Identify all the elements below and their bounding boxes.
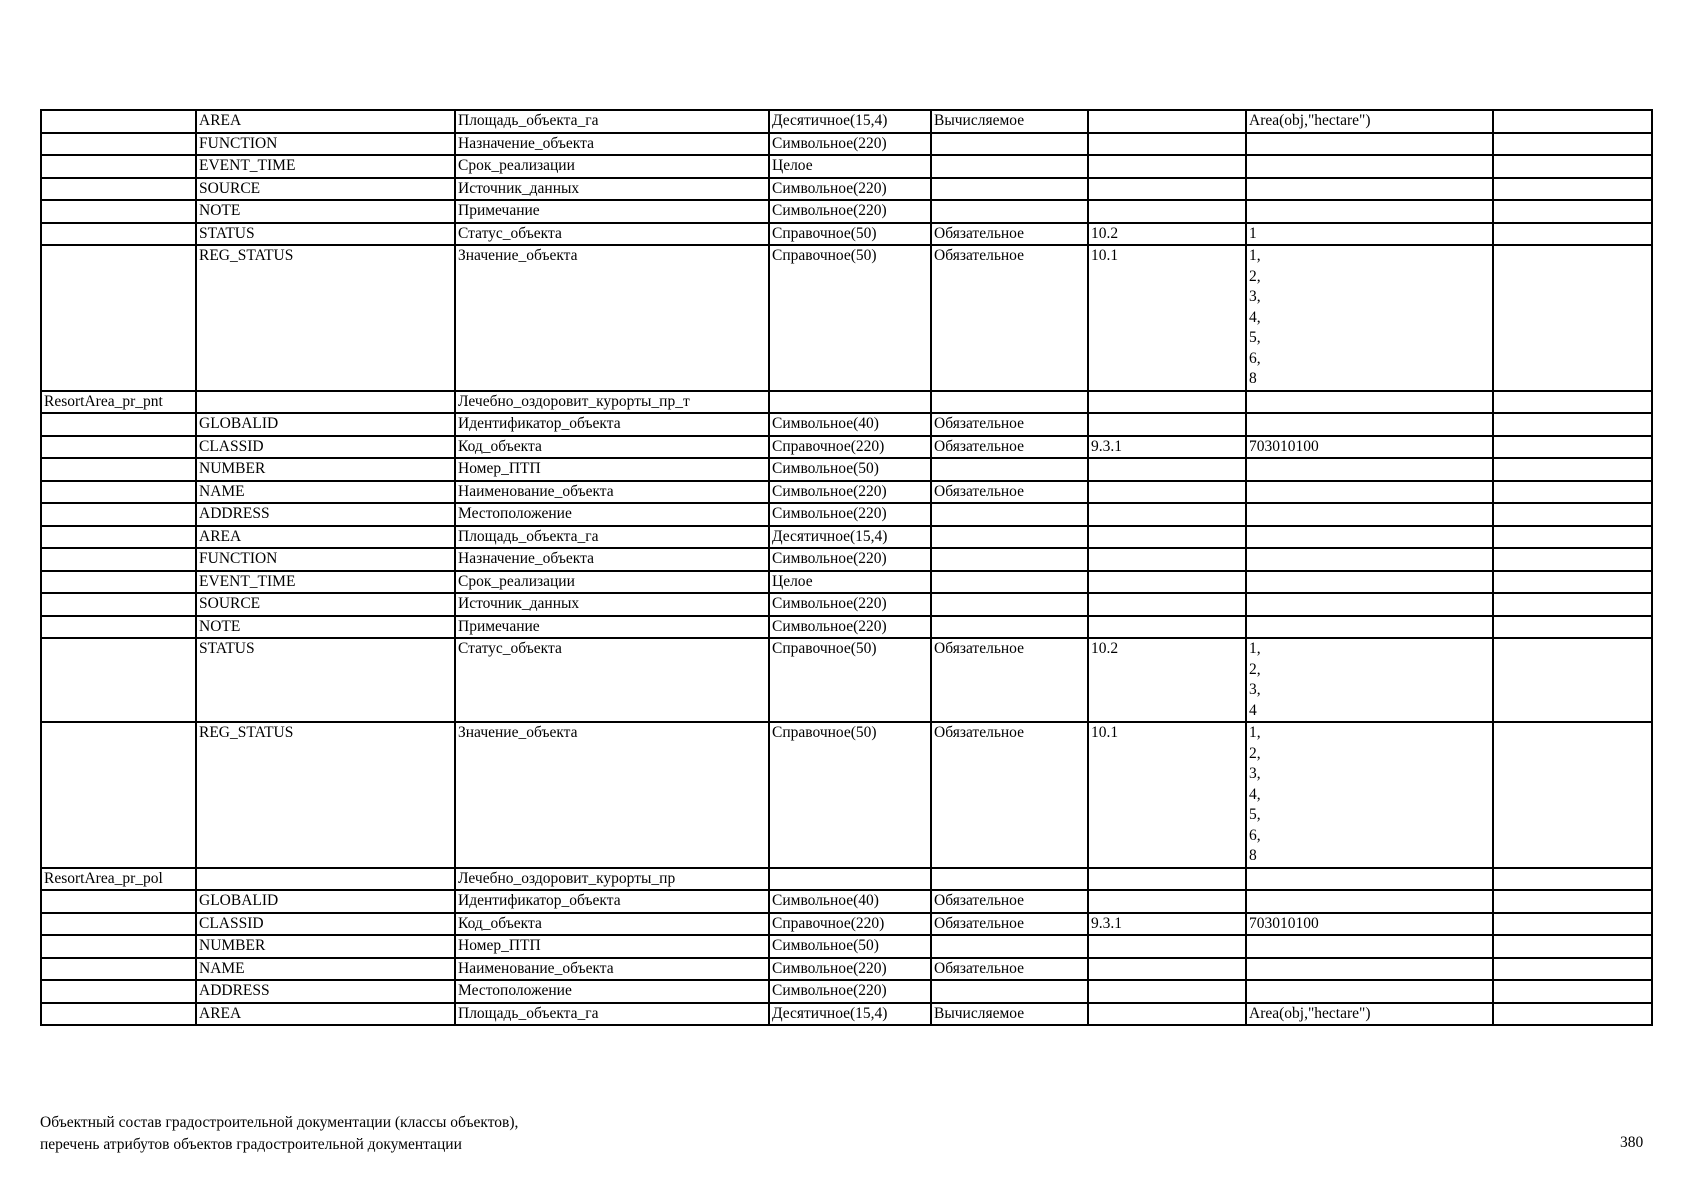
allowed-value: 4: [1249, 701, 1257, 719]
reference-cell: 10.2: [1088, 223, 1246, 246]
note-cell: [1493, 913, 1652, 936]
allowed-value: 4,: [1249, 308, 1261, 326]
class-name-cell: [41, 616, 196, 639]
field-alias-cell: Статус_объекта: [455, 638, 769, 722]
table-row: [41, 616, 1652, 639]
table-row: [41, 503, 1652, 526]
field-alias-cell: Назначение_объекта: [455, 548, 769, 571]
note-cell: [1493, 155, 1652, 178]
allowed-values-cell: [1246, 571, 1493, 594]
reference-cell: [1088, 1003, 1246, 1026]
table-row: [41, 458, 1652, 481]
class-name-cell: ResortArea_pr_pol: [41, 868, 196, 891]
field-name-cell: SOURCE: [196, 178, 455, 201]
note-cell: [1493, 1003, 1652, 1026]
allowed-value: 1,: [1249, 724, 1261, 741]
requirement-cell: Обязательное: [931, 481, 1088, 504]
class-name-cell: [41, 133, 196, 156]
requirement-cell: [931, 980, 1088, 1003]
table-row: [41, 1003, 1652, 1026]
field-alias-cell: Идентификатор_объекта: [455, 890, 769, 913]
reference-cell: [1088, 503, 1246, 526]
table-row: [41, 155, 1652, 178]
note-cell: [1493, 436, 1652, 459]
field-alias-cell: Источник_данных: [455, 593, 769, 616]
table-row: [41, 413, 1652, 436]
table-row: [41, 110, 1652, 133]
requirement-cell: Вычисляемое: [931, 1003, 1088, 1026]
field-name-cell: REG_STATUS: [196, 722, 455, 868]
data-type-cell: Символьное(220): [769, 481, 931, 504]
note-cell: [1493, 722, 1652, 868]
reference-cell: [1088, 616, 1246, 639]
table-row: [41, 638, 1652, 722]
table-row: [41, 722, 1652, 868]
field-name-cell: CLASSID: [196, 436, 455, 459]
note-cell: [1493, 548, 1652, 571]
class-name-cell: [41, 958, 196, 981]
allowed-values-cell: [1246, 391, 1493, 414]
allowed-values-cell: [1246, 638, 1493, 722]
field-name-cell: EVENT_TIME: [196, 155, 455, 178]
class-name-cell: [41, 110, 196, 133]
reference-cell: [1088, 155, 1246, 178]
requirement-cell: [931, 616, 1088, 639]
class-name-cell: [41, 481, 196, 504]
allowed-values-cell: [1246, 133, 1493, 156]
class-name-cell: [41, 722, 196, 868]
requirement-cell: Обязательное: [931, 722, 1088, 868]
field-alias-cell: Срок_реализации: [455, 155, 769, 178]
class-name-cell: [41, 638, 196, 722]
data-type-cell: Десятичное(15,4): [769, 1003, 931, 1026]
field-name-cell: AREA: [196, 526, 455, 549]
allowed-values-cell: [1246, 980, 1493, 1003]
table-row: [41, 593, 1652, 616]
requirement-cell: Обязательное: [931, 913, 1088, 936]
allowed-value: Area(obj,"hectare"): [1249, 1004, 1371, 1022]
field-name-cell: STATUS: [196, 223, 455, 246]
class-name-cell: [41, 458, 196, 481]
allowed-values-cell: [1246, 890, 1493, 913]
field-name-cell: EVENT_TIME: [196, 571, 455, 594]
data-type-cell: [769, 868, 931, 891]
data-type-cell: Справочное(50): [769, 245, 931, 391]
data-type-cell: Символьное(220): [769, 133, 931, 156]
table-row: [41, 436, 1652, 459]
attribute-table: [40, 109, 1653, 1026]
field-name-cell: [196, 868, 455, 891]
allowed-value: 703010100: [1249, 914, 1319, 932]
table-row: [41, 980, 1652, 1003]
field-alias-cell: Наименование_объекта: [455, 958, 769, 981]
allowed-value: 1: [1249, 224, 1257, 242]
data-type-cell: Справочное(220): [769, 913, 931, 936]
table-row: [41, 868, 1652, 891]
requirement-cell: [931, 935, 1088, 958]
data-type-cell: [769, 391, 931, 414]
field-alias-cell: Лечебно_оздоровит_курорты_пр: [455, 868, 769, 891]
reference-cell: [1088, 935, 1246, 958]
data-type-cell: Символьное(50): [769, 458, 931, 481]
allowed-values-cell: [1246, 548, 1493, 571]
field-name-cell: NOTE: [196, 200, 455, 223]
reference-cell: [1088, 458, 1246, 481]
allowed-values-cell: [1246, 868, 1493, 891]
allowed-value: 2,: [1249, 660, 1261, 678]
field-name-cell: FUNCTION: [196, 133, 455, 156]
field-alias-cell: Номер_ПТП: [455, 458, 769, 481]
reference-cell: [1088, 571, 1246, 594]
requirement-cell: [931, 200, 1088, 223]
requirement-cell: Обязательное: [931, 223, 1088, 246]
allowed-values-cell: [1246, 481, 1493, 504]
field-name-cell: AREA: [196, 1003, 455, 1026]
field-name-cell: CLASSID: [196, 913, 455, 936]
note-cell: [1493, 110, 1652, 133]
table-row: [41, 223, 1652, 246]
footer-line-2: перечень атрибутов объектов градостроительной документации: [40, 1136, 462, 1153]
note-cell: [1493, 458, 1652, 481]
note-cell: [1493, 526, 1652, 549]
field-alias-cell: Местоположение: [455, 503, 769, 526]
reference-cell: [1088, 391, 1246, 414]
requirement-cell: Обязательное: [931, 890, 1088, 913]
class-name-cell: [41, 571, 196, 594]
table-row: [41, 391, 1652, 414]
requirement-cell: [931, 548, 1088, 571]
requirement-cell: [931, 868, 1088, 891]
allowed-values-cell: [1246, 1003, 1493, 1026]
requirement-cell: [931, 526, 1088, 549]
field-name-cell: FUNCTION: [196, 548, 455, 571]
data-type-cell: Целое: [769, 155, 931, 178]
data-type-cell: Символьное(220): [769, 980, 931, 1003]
class-name-cell: [41, 935, 196, 958]
reference-cell: [1088, 868, 1246, 891]
requirement-cell: [931, 593, 1088, 616]
allowed-value: 2,: [1249, 744, 1261, 762]
field-alias-cell: Статус_объекта: [455, 223, 769, 246]
allowed-values-cell: [1246, 913, 1493, 936]
reference-cell: 10.1: [1088, 245, 1246, 391]
reference-cell: 10.2: [1088, 638, 1246, 722]
table-row: [41, 245, 1652, 391]
allowed-value: 3,: [1249, 681, 1261, 698]
requirement-cell: [931, 133, 1088, 156]
note-cell: [1493, 200, 1652, 223]
requirement-cell: [931, 155, 1088, 178]
field-alias-cell: Наименование_объекта: [455, 481, 769, 504]
reference-cell: 10.1: [1088, 722, 1246, 868]
requirement-cell: Обязательное: [931, 245, 1088, 391]
field-name-cell: NAME: [196, 481, 455, 504]
allowed-values-cell: [1246, 526, 1493, 549]
field-alias-cell: Площадь_объекта_га: [455, 526, 769, 549]
data-type-cell: Десятичное(15,4): [769, 110, 931, 133]
allowed-value: 3,: [1249, 288, 1261, 305]
class-name-cell: ResortArea_pr_pnt: [41, 391, 196, 414]
field-alias-cell: Примечание: [455, 616, 769, 639]
reference-cell: [1088, 890, 1246, 913]
field-name-cell: STATUS: [196, 638, 455, 722]
table-row: [41, 178, 1652, 201]
field-name-cell: GLOBALID: [196, 413, 455, 436]
reference-cell: [1088, 133, 1246, 156]
reference-cell: 9.3.1: [1088, 436, 1246, 459]
field-alias-cell: Значение_объекта: [455, 722, 769, 868]
data-type-cell: Целое: [769, 571, 931, 594]
table-row: [41, 571, 1652, 594]
reference-cell: [1088, 200, 1246, 223]
field-alias-cell: Номер_ПТП: [455, 935, 769, 958]
field-name-cell: GLOBALID: [196, 890, 455, 913]
allowed-value: 6,: [1249, 826, 1261, 844]
note-cell: [1493, 616, 1652, 639]
class-name-cell: [41, 980, 196, 1003]
allowed-value: 1,: [1249, 247, 1261, 264]
data-type-cell: Символьное(40): [769, 890, 931, 913]
allowed-value: 703010100: [1249, 437, 1319, 455]
allowed-values-cell: [1246, 958, 1493, 981]
field-alias-cell: Площадь_объекта_га: [455, 1003, 769, 1026]
allowed-value: Area(obj,"hectare"): [1249, 112, 1371, 129]
class-name-cell: [41, 245, 196, 391]
data-type-cell: Символьное(220): [769, 503, 931, 526]
reference-cell: [1088, 958, 1246, 981]
class-name-cell: [41, 913, 196, 936]
table-row: [41, 548, 1652, 571]
class-name-cell: [41, 593, 196, 616]
note-cell: [1493, 593, 1652, 616]
allowed-value: 2,: [1249, 267, 1261, 285]
note-cell: [1493, 391, 1652, 414]
note-cell: [1493, 245, 1652, 391]
class-name-cell: [41, 155, 196, 178]
footer-line-1: Объектный состав градостроительной документации (классы объектов),: [40, 1114, 519, 1131]
page-number: 380: [1620, 1134, 1644, 1151]
data-type-cell: Символьное(220): [769, 178, 931, 201]
allowed-values-cell: [1246, 935, 1493, 958]
field-name-cell: ADDRESS: [196, 503, 455, 526]
reference-cell: [1088, 593, 1246, 616]
allowed-values-cell: [1246, 436, 1493, 459]
field-name-cell: ADDRESS: [196, 980, 455, 1003]
data-type-cell: Справочное(50): [769, 223, 931, 246]
allowed-value: 4,: [1249, 785, 1261, 803]
requirement-cell: Обязательное: [931, 638, 1088, 722]
reference-cell: [1088, 548, 1246, 571]
allowed-values-cell: [1246, 200, 1493, 223]
field-alias-cell: Местоположение: [455, 980, 769, 1003]
data-type-cell: Символьное(220): [769, 200, 931, 223]
field-alias-cell: Код_объекта: [455, 436, 769, 459]
requirement-cell: [931, 178, 1088, 201]
field-name-cell: NUMBER: [196, 458, 455, 481]
note-cell: [1493, 133, 1652, 156]
field-name-cell: REG_STATUS: [196, 245, 455, 391]
allowed-values-cell: [1246, 155, 1493, 178]
class-name-cell: [41, 200, 196, 223]
allowed-values-cell: [1246, 413, 1493, 436]
table-row: [41, 913, 1652, 936]
field-alias-cell: Источник_данных: [455, 178, 769, 201]
note-cell: [1493, 178, 1652, 201]
note-cell: [1493, 571, 1652, 594]
allowed-values-cell: [1246, 722, 1493, 868]
data-type-cell: Справочное(50): [769, 638, 931, 722]
table-row: [41, 481, 1652, 504]
field-name-cell: NOTE: [196, 616, 455, 639]
field-alias-cell: Лечебно_оздоровит_курорты_пр_т: [455, 391, 769, 414]
field-alias-cell: Идентификатор_объекта: [455, 413, 769, 436]
allowed-values-cell: [1246, 223, 1493, 246]
field-alias-cell: Площадь_объекта_га: [455, 110, 769, 133]
field-alias-cell: Код_объекта: [455, 913, 769, 936]
class-name-cell: [41, 1003, 196, 1026]
allowed-value: 8: [1249, 370, 1257, 387]
reference-cell: 9.3.1: [1088, 913, 1246, 936]
note-cell: [1493, 980, 1652, 1003]
data-type-cell: Символьное(220): [769, 958, 931, 981]
table-row: [41, 935, 1652, 958]
note-cell: [1493, 503, 1652, 526]
note-cell: [1493, 413, 1652, 436]
allowed-values-cell: [1246, 110, 1493, 133]
class-name-cell: [41, 436, 196, 459]
table-row: [41, 958, 1652, 981]
allowed-value: 3,: [1249, 765, 1261, 782]
class-name-cell: [41, 890, 196, 913]
document-footer: [40, 1112, 518, 1156]
data-type-cell: Справочное(220): [769, 436, 931, 459]
allowed-values-cell: [1246, 503, 1493, 526]
reference-cell: [1088, 481, 1246, 504]
class-name-cell: [41, 526, 196, 549]
allowed-value: 6,: [1249, 349, 1261, 367]
data-type-cell: Справочное(50): [769, 722, 931, 868]
field-name-cell: SOURCE: [196, 593, 455, 616]
reference-cell: [1088, 980, 1246, 1003]
data-type-cell: Десятичное(15,4): [769, 526, 931, 549]
data-type-cell: Символьное(40): [769, 413, 931, 436]
field-alias-cell: Назначение_объекта: [455, 133, 769, 156]
table-row: [41, 200, 1652, 223]
reference-cell: [1088, 110, 1246, 133]
data-type-cell: Символьное(220): [769, 593, 931, 616]
field-name-cell: AREA: [196, 110, 455, 133]
note-cell: [1493, 481, 1652, 504]
requirement-cell: Вычисляемое: [931, 110, 1088, 133]
allowed-values-cell: [1246, 178, 1493, 201]
field-name-cell: [196, 391, 455, 414]
allowed-value: 5,: [1249, 329, 1261, 346]
field-alias-cell: Значение_объекта: [455, 245, 769, 391]
requirement-cell: Обязательное: [931, 436, 1088, 459]
class-name-cell: [41, 503, 196, 526]
requirement-cell: Обязательное: [931, 413, 1088, 436]
requirement-cell: [931, 458, 1088, 481]
note-cell: [1493, 890, 1652, 913]
data-type-cell: Символьное(220): [769, 616, 931, 639]
allowed-values-cell: [1246, 616, 1493, 639]
data-type-cell: Символьное(50): [769, 935, 931, 958]
class-name-cell: [41, 548, 196, 571]
class-name-cell: [41, 223, 196, 246]
note-cell: [1493, 958, 1652, 981]
data-type-cell: Символьное(220): [769, 548, 931, 571]
requirement-cell: [931, 503, 1088, 526]
note-cell: [1493, 638, 1652, 722]
reference-cell: [1088, 413, 1246, 436]
table-row: [41, 526, 1652, 549]
requirement-cell: [931, 571, 1088, 594]
reference-cell: [1088, 526, 1246, 549]
note-cell: [1493, 935, 1652, 958]
allowed-value: 1,: [1249, 640, 1261, 657]
class-name-cell: [41, 413, 196, 436]
reference-cell: [1088, 178, 1246, 201]
table-row: [41, 133, 1652, 156]
note-cell: [1493, 868, 1652, 891]
class-name-cell: [41, 178, 196, 201]
requirement-cell: [931, 391, 1088, 414]
field-alias-cell: Примечание: [455, 200, 769, 223]
allowed-value: 5,: [1249, 806, 1261, 823]
table-row: [41, 890, 1652, 913]
note-cell: [1493, 223, 1652, 246]
field-name-cell: NAME: [196, 958, 455, 981]
allowed-values-cell: [1246, 458, 1493, 481]
allowed-values-cell: [1246, 245, 1493, 391]
field-name-cell: NUMBER: [196, 935, 455, 958]
field-alias-cell: Срок_реализации: [455, 571, 769, 594]
requirement-cell: Обязательное: [931, 958, 1088, 981]
allowed-value: 8: [1249, 847, 1257, 864]
allowed-values-cell: [1246, 593, 1493, 616]
